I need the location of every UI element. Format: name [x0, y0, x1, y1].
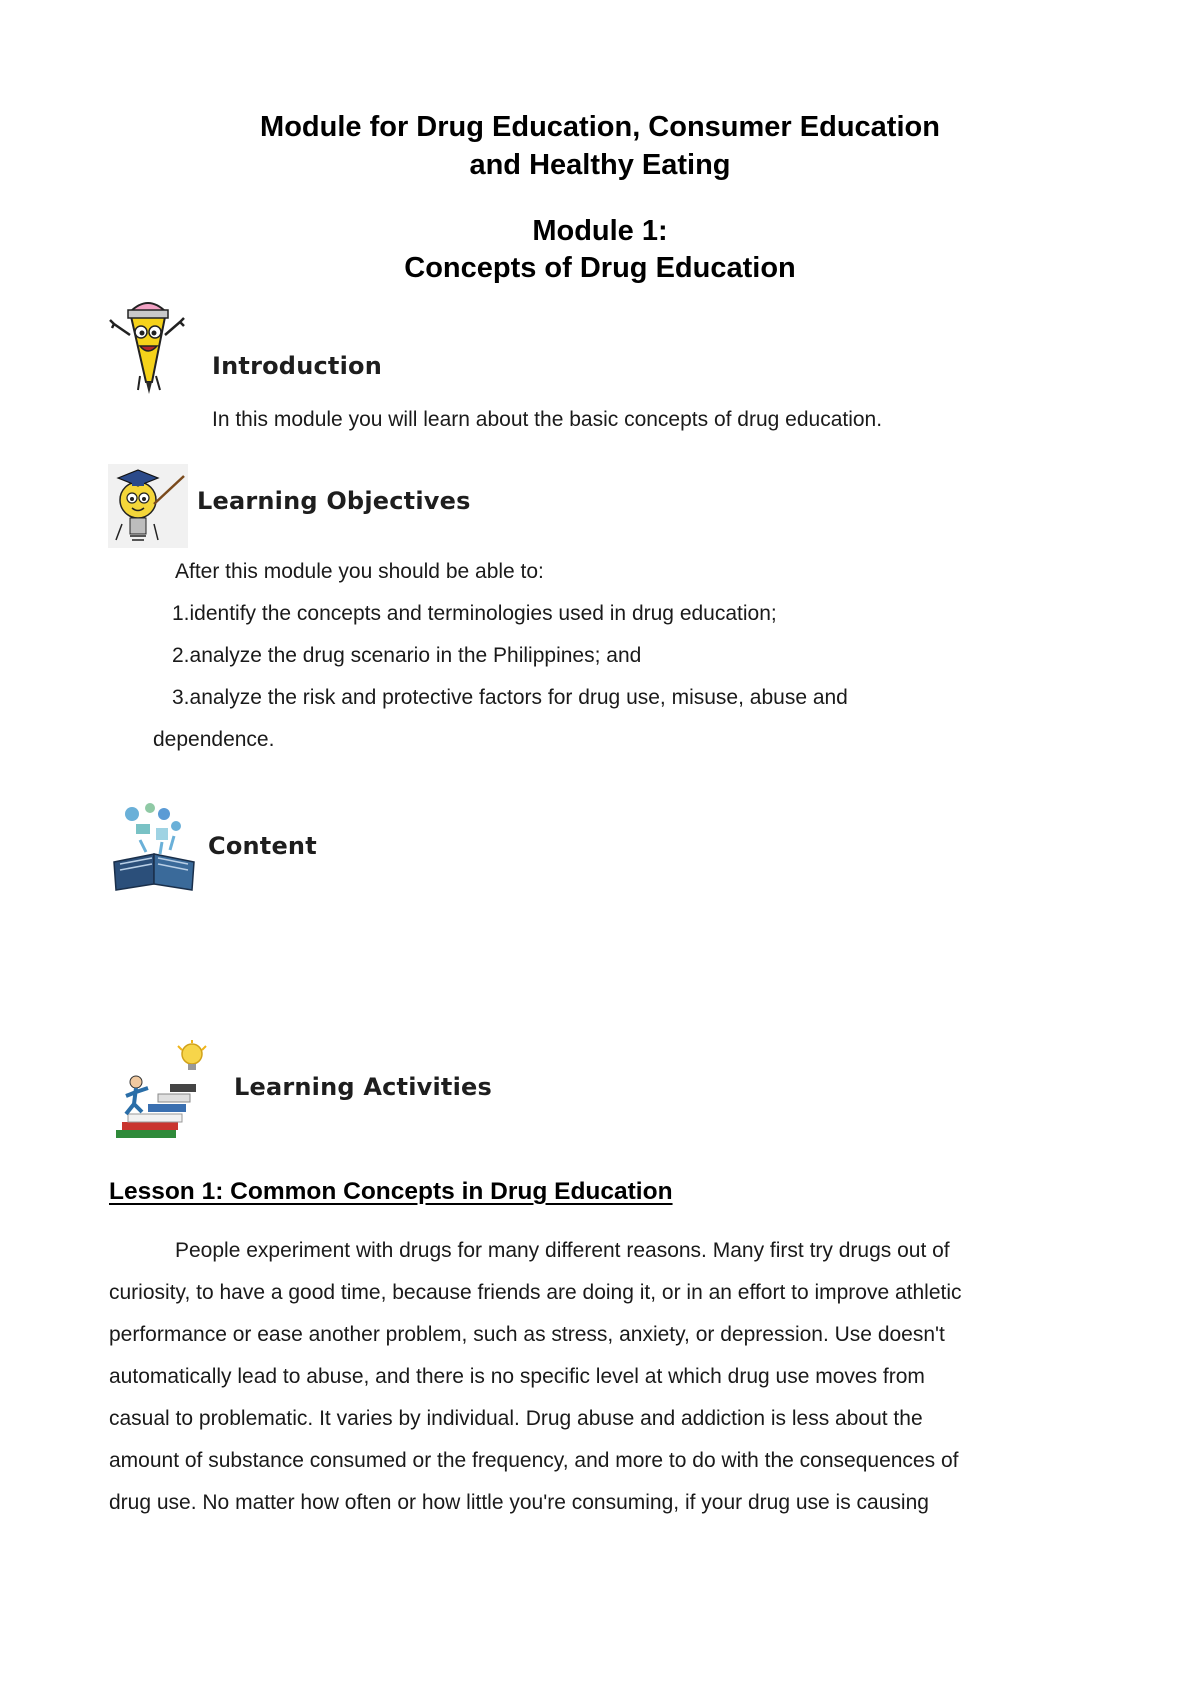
open-book-icon: [110, 800, 202, 892]
paragraph-line: curiosity, to have a good time, because friends are doing it, or in an effort to improve athletic: [109, 1281, 962, 1304]
objective-item-3: 3.analyze the risk and protective factors for drug use, misuse, abuse and: [172, 686, 848, 709]
paragraph-line: drug use. No matter how often or how little you're consuming, if your drug use is causing: [109, 1491, 929, 1514]
objective-item-2: 2.analyze the drug scenario in the Philippines; and: [172, 644, 642, 667]
paragraph-line: automatically lead to abuse, and there is no specific level at which drug use moves from: [109, 1365, 925, 1388]
objectives-heading: Learning Objectives: [197, 487, 471, 515]
objective-item-3-continuation: dependence.: [153, 728, 275, 751]
document-title-line2: and Healthy Eating: [469, 149, 731, 181]
module-number: Module 1:: [532, 215, 668, 247]
graduate-bulb-teacher-icon: [108, 464, 188, 548]
activities-heading: Learning Activities: [234, 1073, 492, 1101]
content-heading: Content: [208, 832, 317, 860]
objective-item-1: 1.identify the concepts and terminologies used in drug education;: [172, 602, 777, 625]
document-title-line1: Module for Drug Education, Consumer Education: [260, 111, 940, 143]
pencil-mascot-icon: [108, 290, 188, 400]
paragraph-line: amount of substance consumed or the frequency, and more to do with the consequences of: [109, 1449, 959, 1472]
paragraph-line: People experiment with drugs for many different reasons. Many first try drugs out of: [175, 1239, 950, 1262]
introduction-text: In this module you will learn about the basic concepts of drug education.: [212, 408, 883, 431]
paragraph-line: casual to problematic. It varies by individual. Drug abuse and addiction is less about the: [109, 1407, 923, 1430]
climbing-books-lightbulb-icon: [112, 1040, 218, 1142]
paragraph-line: performance or ease another problem, such as stress, anxiety, or depression. Use doesn't: [109, 1323, 945, 1346]
objectives-lead: After this module you should be able to:: [175, 560, 544, 583]
lesson-title: Lesson 1: Common Concepts in Drug Education: [109, 1178, 673, 1205]
module-title: Concepts of Drug Education: [404, 252, 796, 284]
introduction-heading: Introduction: [212, 352, 382, 380]
